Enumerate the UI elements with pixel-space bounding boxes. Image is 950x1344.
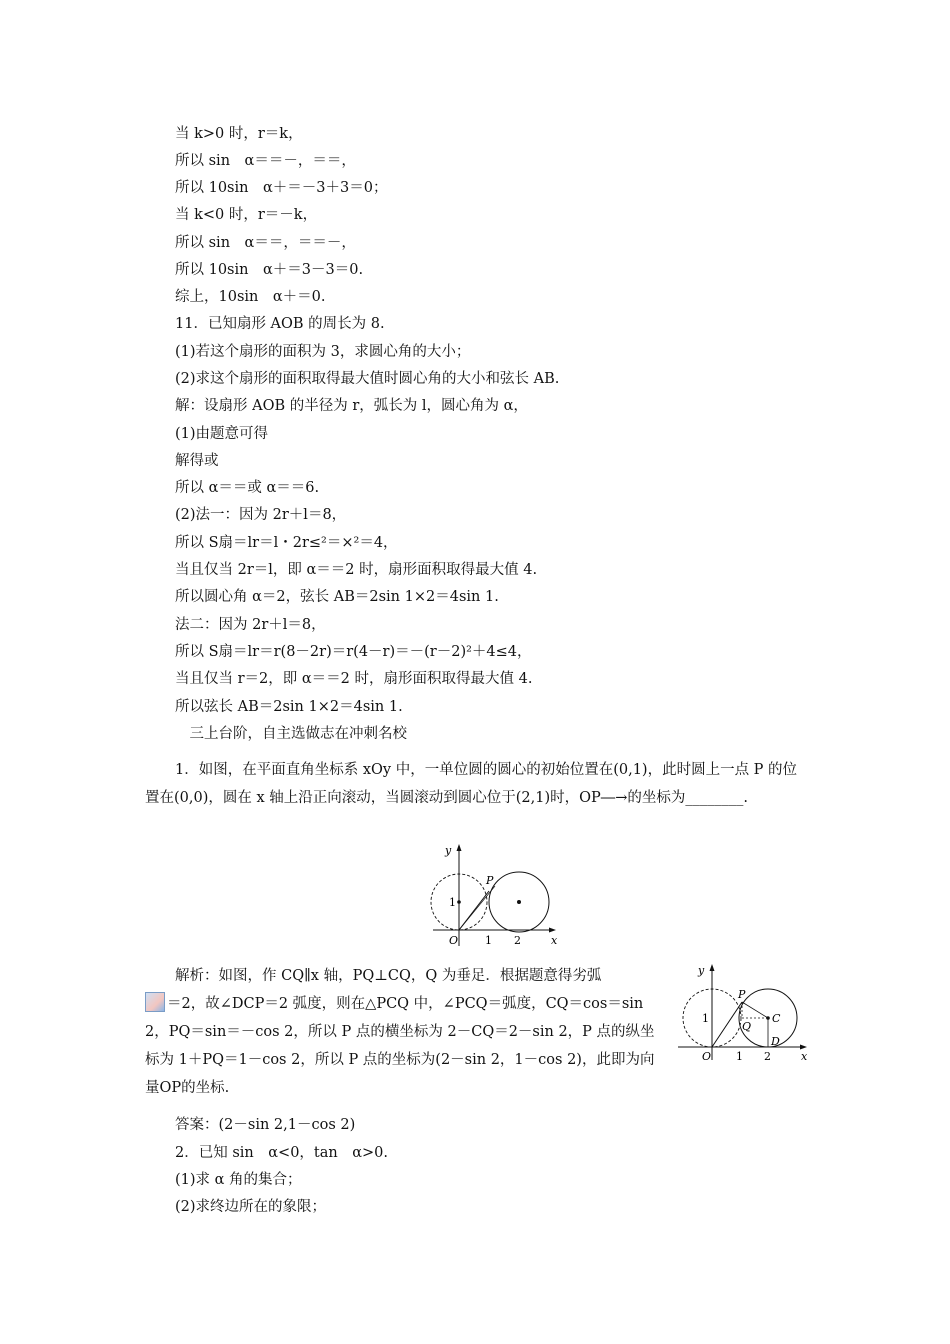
problem-2-title: 2．已知 sin α<0，tan α>0. <box>175 1145 389 1161</box>
text-line: 所以 10sin α＋＝－3＋3＝0； <box>175 180 388 196</box>
text-line: 解：设扇形 AOB 的半径为 r，弧长为 l，圆心角为 α， <box>175 398 528 414</box>
text-line: 所以 S扇＝lr＝r(8－2r)＝r(4－r)＝－(r－2)²＋4≤4， <box>175 644 532 660</box>
point-label-q: Q <box>742 1020 752 1033</box>
problem-11-title: 11．已知扇形 AOB 的周长为 8. <box>175 316 385 332</box>
tick-label: 1 <box>449 896 456 909</box>
axis-label-x: x <box>551 934 558 947</box>
solution-body: ＝2，故∠DCP＝2 弧度，则在△PCQ 中，∠PCQ＝弧度，CQ＝cos＝sin 2，PQ＝sin＝－cos 2，所以 P 点的横坐标为 2－CQ＝2－sin 2，P 点的纵坐标为 1＋PQ＝1－cos 2，所以 P 点的坐标为(2－sin 2，1－cos 2)，此即为向量OP的坐标. <box>145 996 655 1096</box>
point-label-p: P <box>486 874 494 887</box>
axis-label-y: y <box>445 844 452 857</box>
text-line: 所以 α＝＝或 α＝＝6. <box>175 480 320 496</box>
text-line: 所以弦长 AB＝2sin 1×2＝4sin 1. <box>175 699 403 715</box>
text-line: (2)求这个扇形的面积取得最大值时圆心角的大小和弦长 AB. <box>175 371 560 387</box>
point-label-p: P <box>738 988 746 1001</box>
text-line: 法二：因为 2r＋l＝8， <box>175 617 326 633</box>
broken-image-icon <box>145 992 165 1012</box>
text-line: 当 k<0 时，r＝－k， <box>175 207 318 223</box>
point-label-c: C <box>772 1012 781 1025</box>
text-line: (1)若这个扇形的面积为 3，求圆心角的大小； <box>175 344 471 360</box>
tick-label: 1 <box>736 1050 743 1062</box>
section-heading: 三上台阶，自主选做志在冲刺名校 <box>175 726 407 742</box>
origin-label: O <box>449 934 459 947</box>
point-label-d: D <box>771 1035 780 1048</box>
tick-label: 2 <box>764 1050 771 1062</box>
tick-label: 1 <box>485 934 492 947</box>
text-line: 所以 10sin α＋＝3－3＝0. <box>175 262 364 278</box>
text-line: (1)由题意可得 <box>175 426 269 442</box>
text-line: 当且仅当 r＝2，即 α＝＝2 时，扇形面积取得最大值 4. <box>175 671 533 687</box>
text-line: 所以 sin α＝＝－，＝＝， <box>175 153 356 169</box>
text-line: 所以 sin α＝＝，＝＝－， <box>175 235 356 251</box>
axis-label-x: x <box>801 1050 808 1062</box>
figure-rolling-circle <box>425 842 560 950</box>
solution-lead: 解析：如图，作 CQ∥x 轴，PQ⊥CQ，Q 为垂足．根据题意得劣弧 <box>175 968 602 984</box>
answer-line: 答案：(2－sin 2,1－cos 2) <box>175 1117 356 1133</box>
axis-label-y: y <box>698 964 705 977</box>
text-line: 所以 S扇＝lr＝l・2r≤²＝×²＝4， <box>175 535 398 551</box>
text-line: (1)求 α 角的集合； <box>175 1172 302 1188</box>
tick-label: 1 <box>702 1012 709 1025</box>
text-line: 解得或 <box>175 453 219 469</box>
origin-label: O <box>702 1050 712 1062</box>
figure-solution-diagram <box>672 962 812 1062</box>
text-line: 当且仅当 2r＝l，即 α＝＝2 时，扇形面积取得最大值 4. <box>175 562 538 578</box>
text-line: 所以圆心角 α＝2，弦长 AB＝2sin 1×2＝4sin 1. <box>175 589 499 605</box>
text-line: (2)法一：因为 2r＋l＝8， <box>175 507 347 523</box>
solution-text <box>145 962 660 1102</box>
problem-1-text: 1．如图，在平面直角坐标系 xOy 中，一单位圆的圆心的初始位置在(0,1)，此时圆上一点 P 的位置在(0,0)，圆在 x 轴上沿正向滚动，当圆滚动到圆心位于(2,1)时，OP―→的坐标为________. <box>145 762 798 806</box>
tick-label: 2 <box>514 934 521 947</box>
text-line: (2)求终边所在的象限； <box>175 1199 327 1215</box>
text-line: 当 k>0 时，r＝k， <box>175 126 303 142</box>
text-line: 综上，10sin α＋＝0. <box>175 289 326 305</box>
